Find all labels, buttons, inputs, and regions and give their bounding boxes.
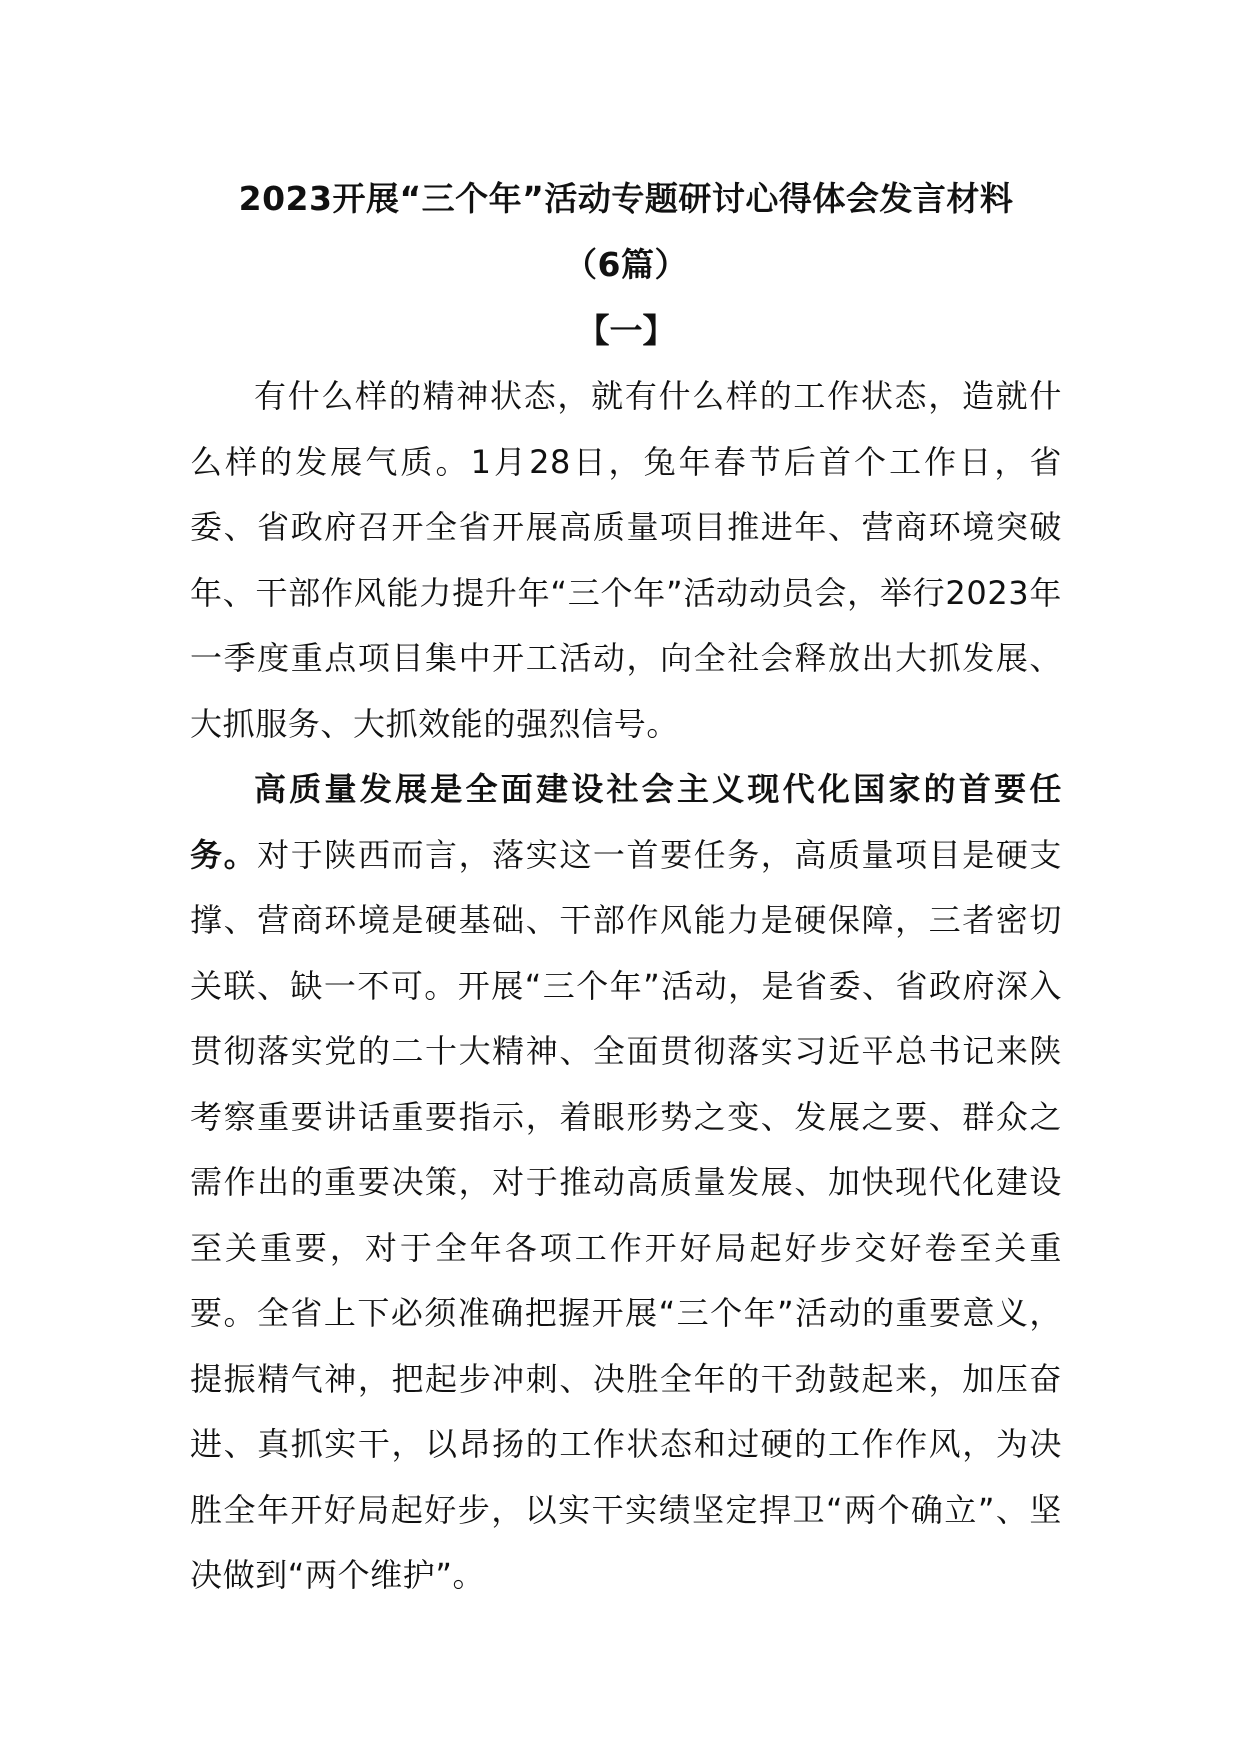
document-body	[190, 166, 1062, 1609]
paragraph-1	[190, 364, 1062, 757]
document-title-line2: （6篇）	[564, 245, 688, 284]
paragraph-2-lead: 高质量发展是全面建设社会主义现代化国家的首要任务。	[190, 770, 1062, 874]
document-title	[190, 166, 1062, 298]
document-title-line1: 2023开展“三个年”活动专题研讨心得体会发言材料	[238, 179, 1014, 218]
section-label: 【一】	[576, 311, 676, 350]
paragraph-1-text: 有什么样的精神状态，就有什么样的工作状态，造就什么样的发展气质。1月28日，兔年春节后首个工作日，省委、省政府召开全省开展高质量项目推进年、营商环境突破年、干部作风能力提升年“三个年”活动动员会，举行2023年一季度重点项目集中开工活动，向全社会释放出大抓发展、大抓服务、大抓效能的强烈信号。	[190, 377, 1062, 743]
paragraph-2	[190, 757, 1062, 1609]
paragraph-2-text: 对于陕西而言，落实这一首要任务，高质量项目是硬支撑、营商环境是硬基础、干部作风能力是硬保障，三者密切关联、缺一不可。开展“三个年”活动，是省委、省政府深入贯彻落实党的二十大精神、全面贯彻落实习近平总书记来陕考察重要讲话重要指示，着眼形势之变、发展之要、群众之需作出的重要决策，对于推动高质量发展、加快现代化建设至关重要，对于全年各项工作开好局起好步交好卷至关重要。全省上下必须准确把握开展“三个年”活动的重要意义，提振精气神，把起步冲刺、决胜全年的干劲鼓起来，加压奋进、真抓实干，以昂扬的工作状态和过硬的工作作风，为决胜全年开好局起好步，以实干实绩坚定捍卫“两个确立”、坚决做到“两个维护”。	[190, 835, 1062, 1594]
